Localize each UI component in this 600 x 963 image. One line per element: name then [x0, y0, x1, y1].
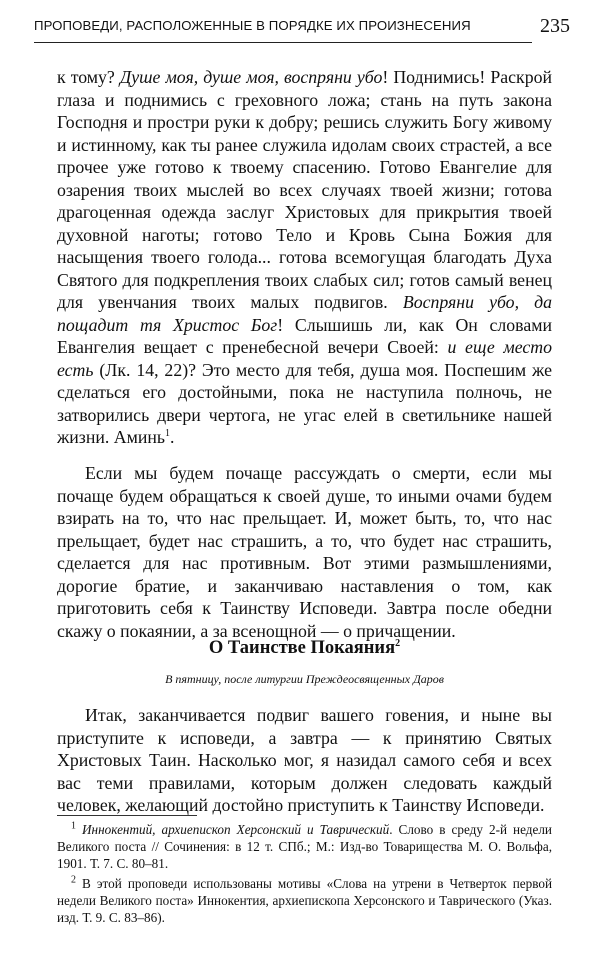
italic-quote: Воспряни убо, да пощадит тя Христос Бог [57, 292, 552, 335]
header-rule [34, 42, 532, 43]
footnote-mark: 2 [71, 874, 76, 886]
italic-quote: Душе моя, душе моя, воспряни убо [119, 67, 383, 87]
running-title: ПРОПОВЕДИ, РАСПОЛОЖЕННЫЕ В ПОРЯДКЕ ИХ ПРОИЗНЕСЕНИЯ [34, 18, 471, 33]
footnote-ref-1[interactable]: 1 [164, 428, 170, 440]
section-title [57, 638, 552, 659]
italic-quote: и еще место есть [57, 337, 552, 380]
page-number: 235 [540, 15, 570, 37]
footnote-author: Иннокентий, архиепископ Херсонский и Таврический [82, 822, 390, 837]
section-title-text: О Таинстве Покаяния [208, 638, 396, 658]
footnote-2 [57, 876, 552, 926]
footnote-separator [57, 815, 197, 816]
paragraph-1 [57, 66, 552, 449]
text-run: ! Поднимись! Раскрой глаза и поднимись с греховного ложа; стань на путь закона Господня и простри руки к добру; решись служить Богу живому и истинному, как ты ранее служила идолам своих страстей, а все прочее уже готово к твоему спасению. Готово Евангелие для озарения твоих мыслей во всех случаях твоей жизни; готова драгоценная одежда заслуг Христовых для прикрытия твоей духовной наготы; готово Тело и Кровь Сына Божия для насыщения твоего голода... готова всемогущая благодать Духа Святого для подкрепления твоих слабых сил; готов самый венец для увенчания твоих малых подвигов. [57, 67, 552, 312]
section-subtitle: В пятницу, после литургии Преждеосвященных Даров [165, 672, 444, 686]
text-run: к тому? [57, 67, 120, 87]
paragraph-3: Итак, заканчивается подвиг вашего говения, и ныне вы приступите к исповеди, а завтра — к принятию Святых Христовых Таин. Насколько мог, я назидал самого себя и всех вас теми правилами, которым должен следовать каждый человек, желающий достойно приступить к Таинству Исповеди. [57, 705, 552, 815]
page-header [26, 12, 574, 42]
footnote-text: . Слово в среду 2-й недели Великого поста // Сочинения: в 12 т. СПб.; М.: Изд-во Товарищества М. О. Вольфа, 1901. Т. 7. С. 80–81. [57, 822, 552, 871]
footnote-1 [57, 822, 552, 872]
text-run: . [169, 427, 175, 447]
footnote-ref-2[interactable]: 2 [395, 637, 401, 649]
paragraph-2: Если мы будем почаще рассуждать о смерти, если мы почаще будем обращаться к своей душе, то иными очами будем взирать на то, что нас прельщает. И, может быть, то, что нас прельщает, будет нас страшить, а то, что будет нас страшить, сделается для нас противным. Вот этими размышлениями, дорогие братие, и заканчиваю наставления о том, как приготовить себя к Таинству Исповеди. Завтра после обедни скажу о покаянии, а за всенощной — о причащении. [57, 463, 552, 641]
text-run: ! Слышишь ли, как Он словами Евангелия вещает с пренебесной вечери Своей: [57, 314, 552, 357]
text-run: (Лк. 14, 22)? Это место для тебя, душа моя. Поспешим же сделаться его достойными, пока не наступила полночь, не затворились двери чертога, не угас елей в светильнике нашей жизни. Аминь [57, 359, 552, 447]
footnote-mark: 1 [71, 820, 76, 832]
footnote-text: В этой проповеди использованы мотивы «Слова на утрени в Четверток первой недели Великого поста» Иннокентия, архиепископа Херсонского и Таврического (Указ. изд. Т. 9. С. 83–86). [57, 876, 553, 925]
